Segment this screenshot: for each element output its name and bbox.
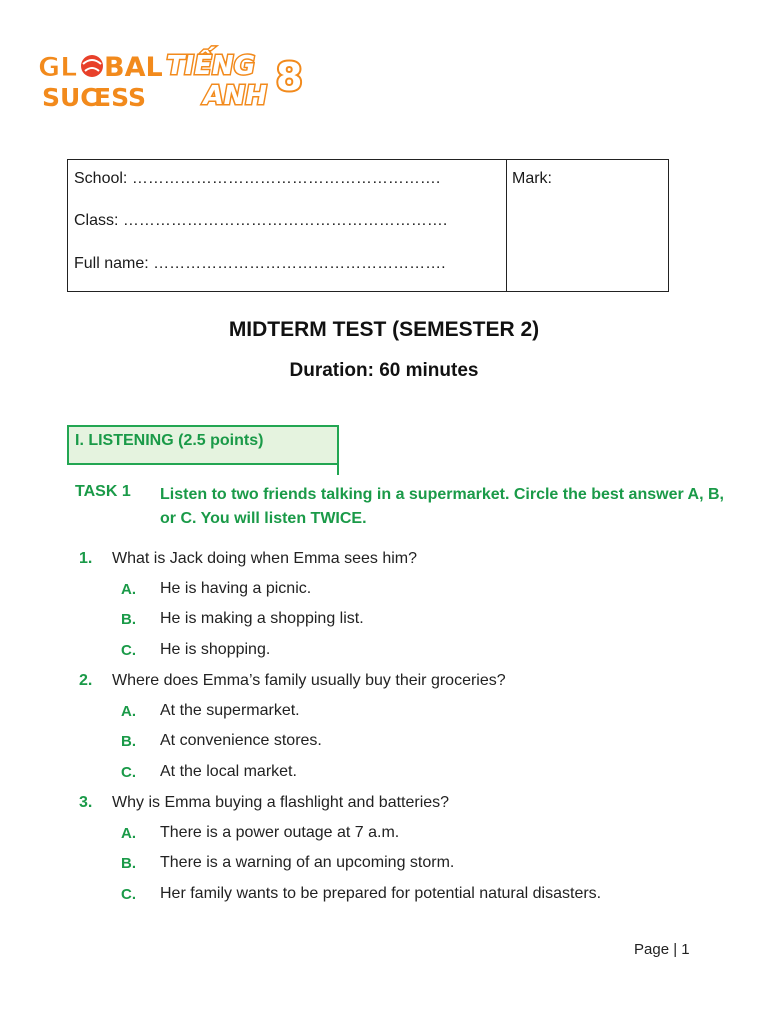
test-duration: Duration: 60 minutes (289, 360, 479, 381)
svg-text:ANH: ANH (200, 81, 270, 111)
question-text: Why is Emma buying a flashlight and batteries? (112, 794, 450, 811)
question-text: Where does Emma’s family usually buy their groceries? (112, 672, 506, 689)
option-letter: B. (121, 611, 136, 628)
option-text: There is a power outage at 7 a.m. (160, 824, 400, 841)
option-letter: A. (121, 825, 136, 842)
svg-text:SUC: SUC (42, 83, 99, 112)
student-info-fields (68, 160, 507, 291)
option-text: At convenience stores. (160, 732, 322, 749)
option-text: He is making a shopping list. (160, 610, 364, 627)
mark-label: Mark: (512, 170, 552, 187)
option-text: At the supermarket. (160, 702, 300, 719)
header-logos (36, 44, 336, 114)
section-divider (337, 463, 339, 475)
full-name-field: Full name: ………………………………………………. (74, 255, 446, 272)
section-label: I. LISTENING (2.5 points) (75, 432, 264, 449)
global-success-logo (36, 44, 163, 112)
option-letter: C. (121, 764, 136, 781)
option-text: He is having a picnic. (160, 580, 312, 597)
option-text: At the local market. (160, 763, 297, 780)
question-number: 3. (79, 794, 93, 811)
svg-text:BAL: BAL (104, 52, 163, 83)
question-number: 2. (79, 672, 93, 689)
test-title: MIDTERM TEST (SEMESTER 2) (228, 318, 540, 341)
student-info-table (67, 159, 669, 292)
svg-text:8: 8 (276, 55, 303, 99)
question-text: What is Jack doing when Emma sees him? (112, 550, 418, 567)
section-header-listening (67, 425, 339, 465)
option-letter: A. (121, 703, 136, 720)
tieng-anh-8-logo (163, 46, 346, 112)
option-letter: B. (121, 733, 136, 750)
school-field: School: …………………………………………………. (74, 170, 441, 187)
option-letter: A. (121, 581, 136, 598)
option-text: Her family wants to be prepared for potential natural disasters. (160, 885, 602, 902)
page-number: Page | 1 (634, 941, 690, 958)
svg-text:GL: GL (38, 52, 78, 83)
option-letter: C. (121, 886, 136, 903)
task-instruction: Listen to two friends talking in a supermarket. Circle the best answer A, B, or C. You will listen TWICE. (160, 486, 724, 527)
option-text: There is a warning of an upcoming storm. (160, 854, 455, 871)
option-letter: B. (121, 855, 136, 872)
question-number: 1. (79, 550, 93, 567)
task-number: TASK 1 (75, 483, 131, 500)
svg-text:TIẾNG: TIẾNG (163, 51, 258, 81)
option-letter: C. (121, 642, 136, 659)
class-field: Class: ……………………………………………………. (74, 212, 448, 229)
mark-cell (506, 160, 668, 291)
option-text: He is shopping. (160, 641, 271, 658)
svg-text:ESS: ESS (94, 83, 146, 112)
